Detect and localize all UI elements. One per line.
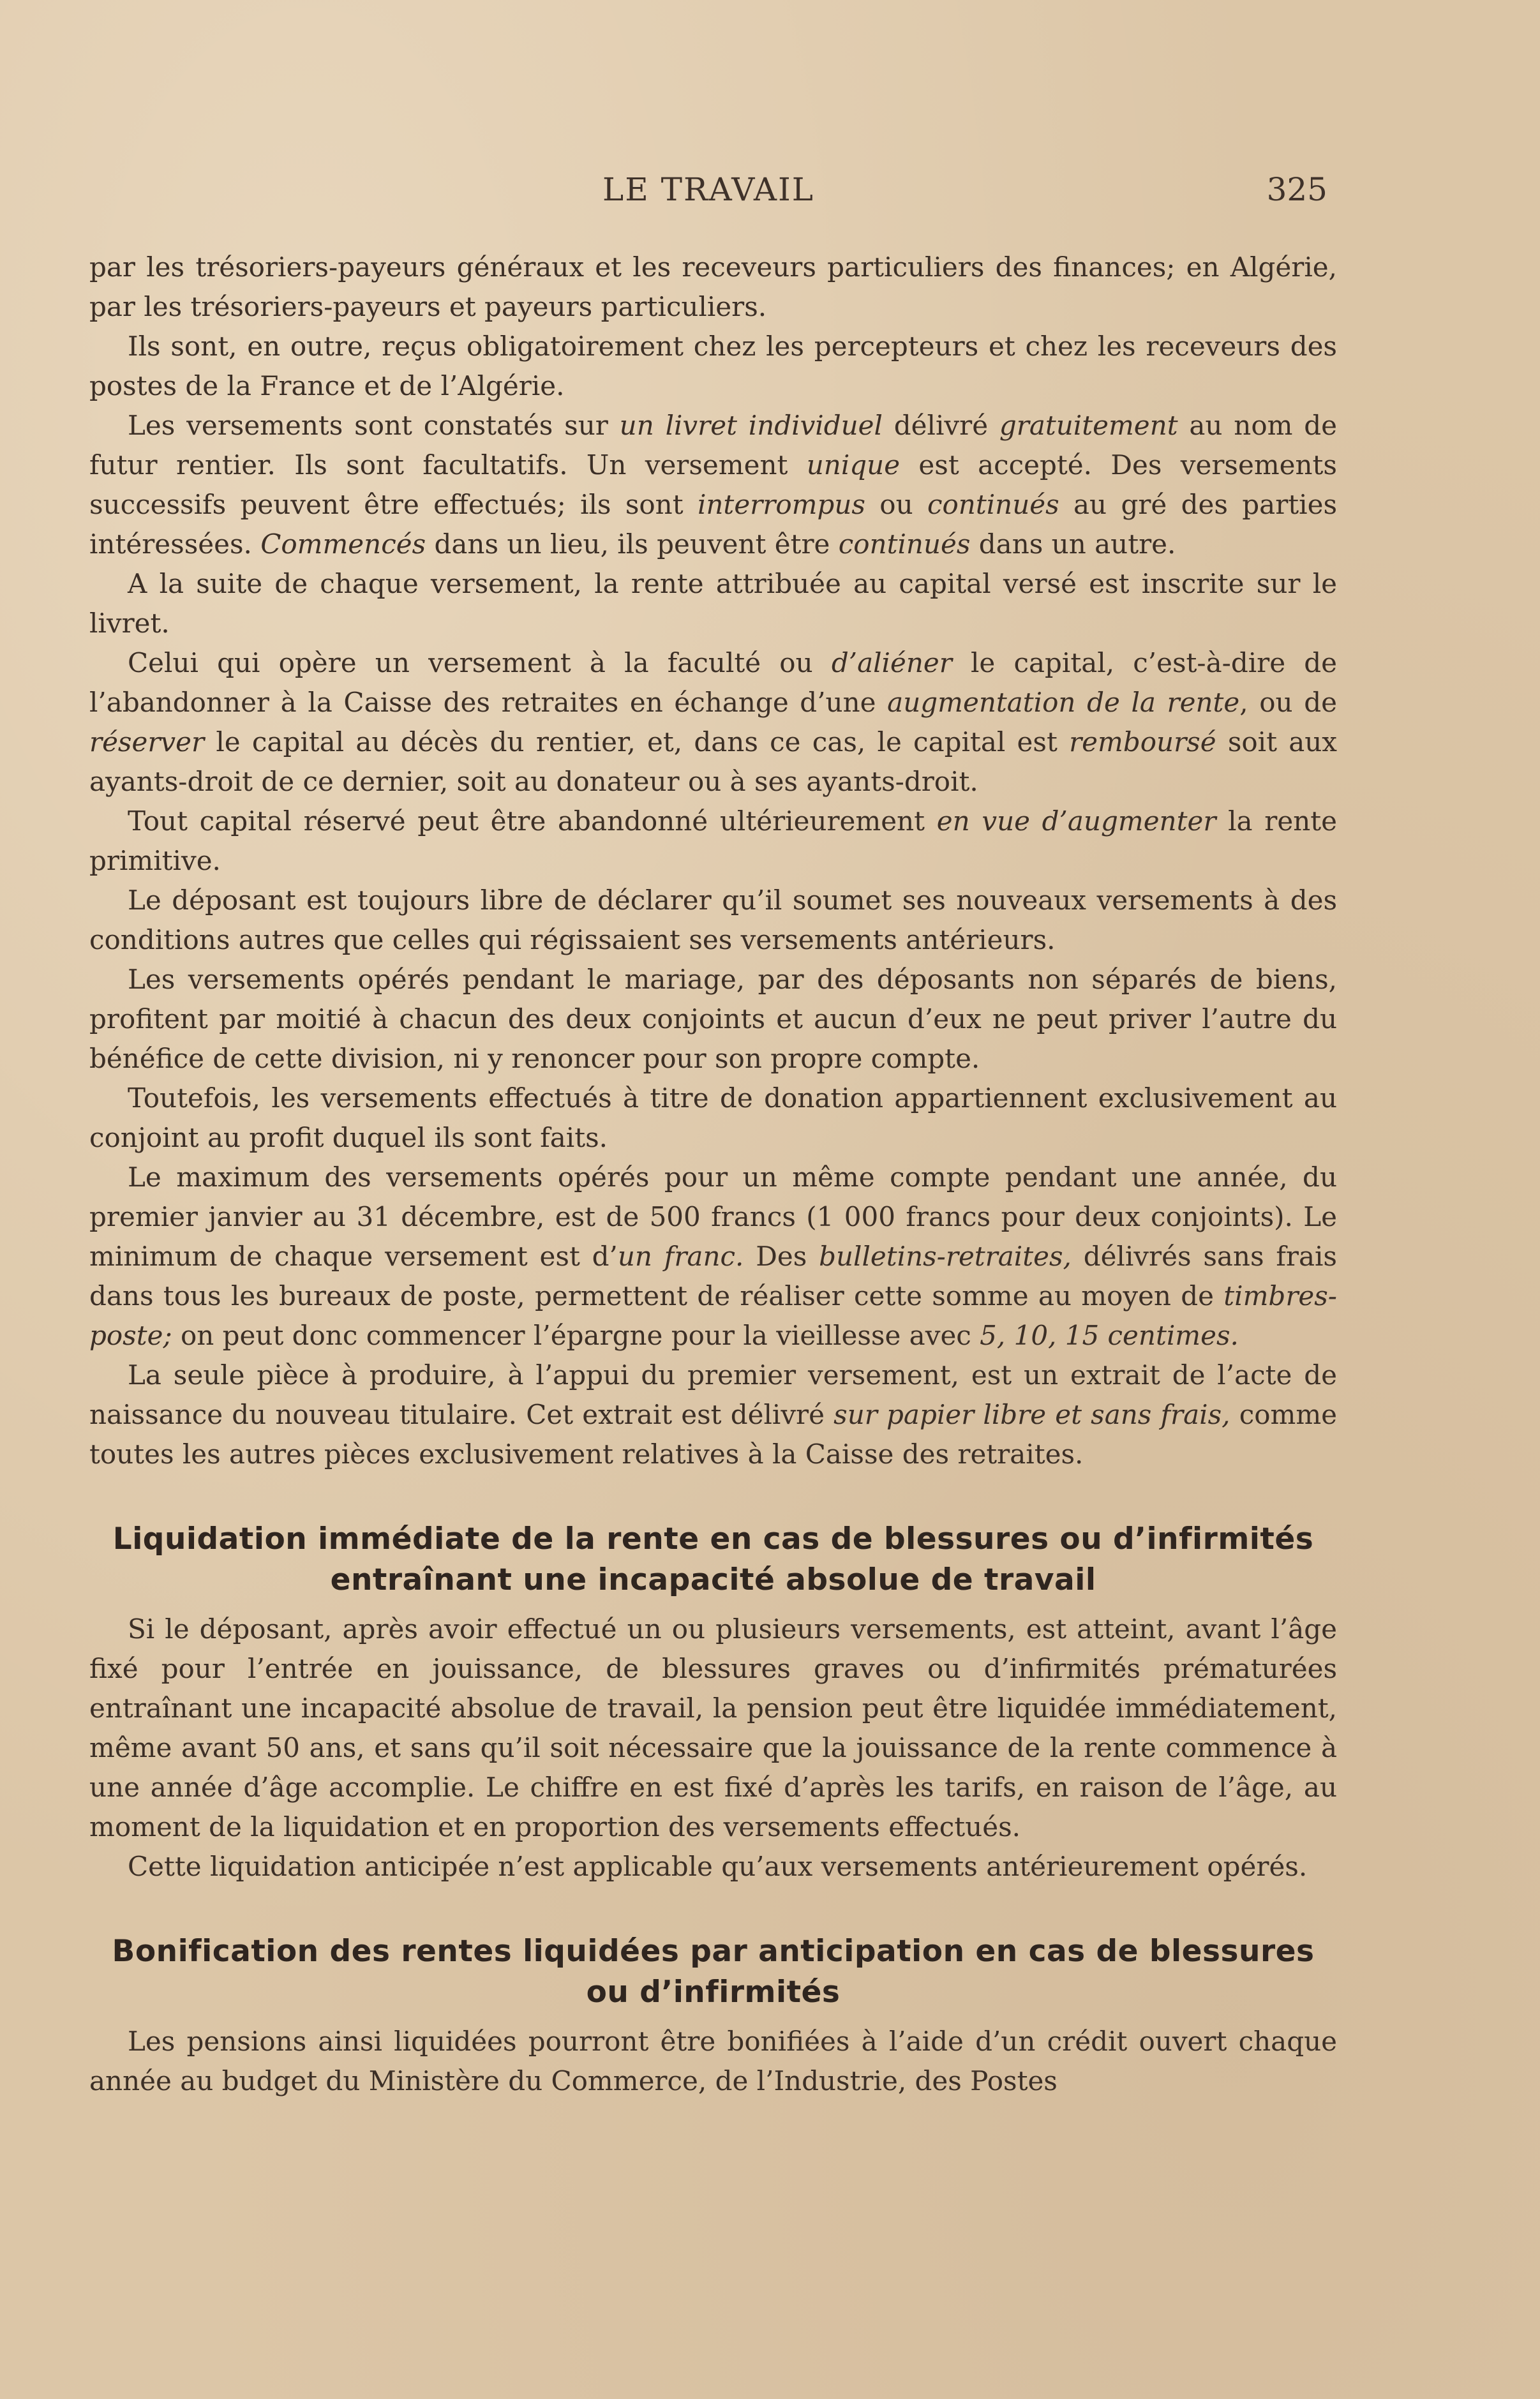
text-run: le capital, c’est-à-dire de l’abandonner à la Caisse des retraites en échange d’une xyxy=(89,647,1337,718)
italic-text: continués xyxy=(838,528,971,560)
italic-text: d’aliéner xyxy=(831,647,952,678)
text-run: comme toutes les autres pièces exclusivement relatives à la Caisse des retraites. xyxy=(89,1399,1338,1470)
section-heading: Liquidation immédiate de la rente en cas de blessures ou d’infirmités entraînant une incapacité absolue de travail xyxy=(112,1521,1314,1597)
text-run: délivré xyxy=(882,410,999,441)
paragraph xyxy=(89,1356,1337,1474)
text-run: Ils sont, en outre, reçus obligatoirement chez les percepteurs et chez les receveurs des postes de la France et de l’Algérie. xyxy=(89,331,1337,401)
text-run: dans un lieu, ils peuvent être xyxy=(426,528,839,560)
text-run: est accepté. Des versements successifs peuvent être effectués; ils sont xyxy=(89,449,1337,520)
page-number: 325 xyxy=(1266,171,1327,208)
text-run: le capital au décès du rentier, et, dans ce cas, le capital est xyxy=(204,726,1070,758)
italic-text: Commencés xyxy=(260,528,426,560)
running-head xyxy=(89,171,1327,216)
text-run: on peut donc commencer l’épargne pour la vieillesse avec xyxy=(172,1320,980,1351)
italic-text: unique xyxy=(806,449,901,481)
text-run: , ou de xyxy=(1239,687,1337,718)
italic-text: un franc. xyxy=(617,1241,744,1272)
paragraph xyxy=(89,802,1337,881)
text-run: La seule pièce à produire, à l’appui du premier versement, est un extrait de l’acte de naissance du nouveau titulaire. Cet extrait est délivré xyxy=(89,1359,1337,1430)
text-run: Celui qui opère un versement à la faculté ou xyxy=(128,647,832,678)
paragraph xyxy=(89,406,1337,564)
text-run: Le déposant est toujours libre de déclarer qu’il soumet ses nouveaux versements à des conditions autres que celles qui régissaient ses versements antérieurs. xyxy=(89,885,1337,955)
text-run: Si le déposant, après avoir effectué un ou plusieurs versements, est atteint, avant l’âge fixé pour l’entrée en jouissance, de blessures graves ou d’infirmités prématurées entraînant une incapacité absolue de travail, la pension peut être liquidée immédiatement, même avant 50 ans, et sans qu’il soit nécessaire que la jouissance de la rente commence à une année d’âge accomplie. Le chiffre en est fixé d’après les tarifs, en raison de l’âge, au moment de la liquidation et en proportion des versements effectués. xyxy=(89,1613,1337,1842)
italic-text: interrompus xyxy=(697,489,865,520)
text-run: Des xyxy=(744,1241,819,1272)
text-run: dans un autre. xyxy=(970,528,1176,560)
text-run: Le maximum des versements opérés pour un même compte pendant une année, du premier janvier au 31 décembre, est de 500 francs (1 000 francs pour deux conjoints). Le minimum de chaque versement est d’ xyxy=(89,1162,1337,1272)
text-run: délivrés sans frais dans tous les bureaux de poste, permettent de réaliser cette somme au moyen de xyxy=(89,1241,1337,1312)
text-run: A la suite de chaque versement, la rente attribuée au capital versé est inscrite sur le livret. xyxy=(89,568,1337,639)
text-run: Cette liquidation anticipée n’est applicable qu’aux versements antérieurement opérés. xyxy=(128,1851,1308,1882)
text-run: Les versements opérés pendant le mariage, par des déposants non séparés de biens, profitent par moitié à chacun des deux conjoints et aucun d’eux ne peut priver l’autre du bénéfice de cette division, ni y renoncer pour son propre compte. xyxy=(89,964,1337,1074)
text-run: Les versements sont constatés sur xyxy=(128,410,620,441)
text-run: Toutefois, les versements effectués à titre de donation appartiennent exclusivement au conjoint au profit duquel ils sont faits. xyxy=(89,1082,1337,1153)
paragraph xyxy=(89,643,1337,802)
text-body xyxy=(89,248,1337,2101)
italic-text: gratuitement xyxy=(999,410,1178,441)
paragraph xyxy=(89,327,1337,406)
paragraph xyxy=(89,1079,1337,1158)
text-run: au gré des parties intéressées. xyxy=(89,489,1337,560)
italic-text: bulletins-retraites, xyxy=(819,1241,1072,1272)
italic-text: timbres-poste; xyxy=(89,1280,1337,1351)
running-head-title: LE TRAVAIL xyxy=(602,171,814,208)
paragraph xyxy=(89,248,1337,327)
text-run: par les trésoriers-payeurs généraux et les receveurs particuliers des finances; en Algérie, par les trésoriers-payeurs et payeurs particuliers. xyxy=(89,251,1337,322)
italic-text: un livret individuel xyxy=(619,410,883,441)
paragraph xyxy=(89,1158,1337,1356)
paragraph xyxy=(89,564,1337,643)
paragraph xyxy=(89,2022,1337,2101)
text-run: ou xyxy=(865,489,927,520)
text-run: Tout capital réservé peut être abandonné ultérieurement xyxy=(128,805,937,837)
italic-text: réserver xyxy=(89,726,205,758)
paragraph xyxy=(89,960,1337,1079)
italic-text: remboursé xyxy=(1069,726,1216,758)
italic-text: sur papier libre et sans frais, xyxy=(834,1399,1230,1430)
italic-text: 5, 10, 15 centimes. xyxy=(980,1320,1239,1351)
italic-text: augmentation de la rente xyxy=(887,687,1240,718)
italic-text: continués xyxy=(927,489,1059,520)
text-run: Les pensions ainsi liquidées pourront être bonifiées à l’aide d’un crédit ouvert chaque année au budget du Ministère du Commerce, de l’Industrie, des Postes xyxy=(89,2026,1337,2096)
italic-text: en vue d’augmenter xyxy=(936,805,1216,837)
paragraph xyxy=(89,1610,1337,1847)
section-heading: Bonification des rentes liquidées par anticipation en cas de blessures ou d’infirmités xyxy=(112,1934,1315,2010)
text-run: la rente primitive. xyxy=(89,805,1338,876)
paragraph xyxy=(89,881,1337,960)
text-run: soit aux ayants-droit de ce dernier, soit au donateur ou à ses ayants-droit. xyxy=(89,726,1337,797)
text-run: au nom de futur rentier. Ils sont facultatifs. Un versement xyxy=(89,410,1338,481)
paragraph xyxy=(89,1847,1337,1887)
